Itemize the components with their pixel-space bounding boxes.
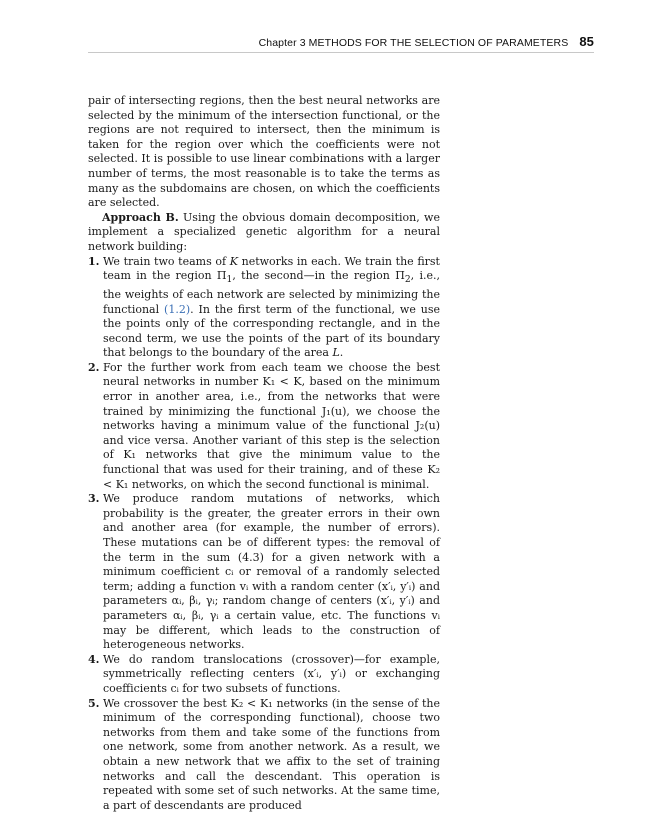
algorithm-steps [88, 255, 440, 813]
list-number: 1. [88, 254, 100, 268]
approach-b-text: Using the obvious domain decomposition, we implement a specialized genetic algorithm for a neural network building: [88, 210, 440, 253]
list-item [88, 492, 440, 653]
chapter-label: Chapter 3 [258, 37, 306, 49]
equation-reference-link[interactable]: (1.2) [164, 302, 191, 316]
list-item-text: We crossover the best K₂ < K₁ networks (in the sense of the minimum of the corresponding functional), choose two networks from them and take some of the functions from one network, some from another network. As a result, we obtain a new network that we affix to the set of training networks and call the descendant. This operation is repeated with some set of such networks. At the same time, a part of descendants are produced [103, 696, 440, 812]
paragraph-continuation: pair of intersecting regions, then the best neural networks are selected by the minimum of the intersection functional, or the regions are not required to intersect, then the minimum is taken for the region over which the coefficients were not selected. It is possible to use linear combinations with a larger number of terms, the most reasonable is to take the terms as many as the subdomains are chosen, on which the coefficients are selected. [88, 94, 440, 210]
page-body [88, 94, 440, 813]
list-item-text: We do random translocations (crossover)—for example, symmetrically reflecting centers (x′ᵢ, y′ᵢ) or exchanging coefficients cᵢ for two subsets of functions. [103, 652, 440, 695]
list-number: 3. [88, 492, 100, 506]
list-item [88, 361, 440, 492]
list-item: 1. We train two teams of K networks in each. We train the first team in the region $\Pi_1$, the second—in the region $\Pi_2$, i.e., the weights of each network are selected by minimizing the functional (1.2). In the first term of the functional, we use the points only of the corresponding rectangle, and in the second term, we use the points of the part of its boundary that belongs to the boundary of the area L. [88, 254, 440, 360]
page-number: 85 [579, 34, 594, 49]
header-rule [88, 52, 594, 53]
chapter-title: METHODS FOR THE SELECTION OF PARAMETERS [308, 37, 569, 49]
list-item-text: For the further work from each team we choose the best neural networks in number K₁ < K, based on the minimum error in another area, i.e., from the networks that were trained by minimizing the functional J₁(u), we choose the networks having a minimum value of the functional J₂(u) and vice versa. Another variant of this step is the selection of K₁ networks that give the minimum value to the functional that was used for their training, and of these K₂ < K₁ networks, on which the second functional is minimal. [103, 360, 440, 491]
list-number: 2. [88, 360, 100, 374]
list-item [88, 653, 440, 697]
list-number: 5. [88, 696, 100, 710]
approach-b-label: Approach B. [102, 210, 179, 224]
list-item-text: We produce random mutations of networks, which probability is the greater, the greater errors in their own and another area (for example, the number of errors). These mutations can be of different types: the removal of the term in the sum (4.3) for a given network with a minimum coefficient cᵢ or removal of a randomly selected term; adding a function vᵢ with a random center (x′ᵢ, y′ᵢ) and parameters αᵢ, βᵢ, γᵢ; random change of centers (x′ᵢ, y′ᵢ) and parameters αᵢ, βᵢ, γᵢ a certain value, etc. The functions vᵢ may be different, which leads to the construction of heterogeneous networks. [103, 492, 440, 652]
list-item [88, 697, 440, 813]
running-header [88, 34, 594, 52]
list-number: 4. [88, 652, 100, 666]
paragraph-approach-b [88, 211, 440, 255]
